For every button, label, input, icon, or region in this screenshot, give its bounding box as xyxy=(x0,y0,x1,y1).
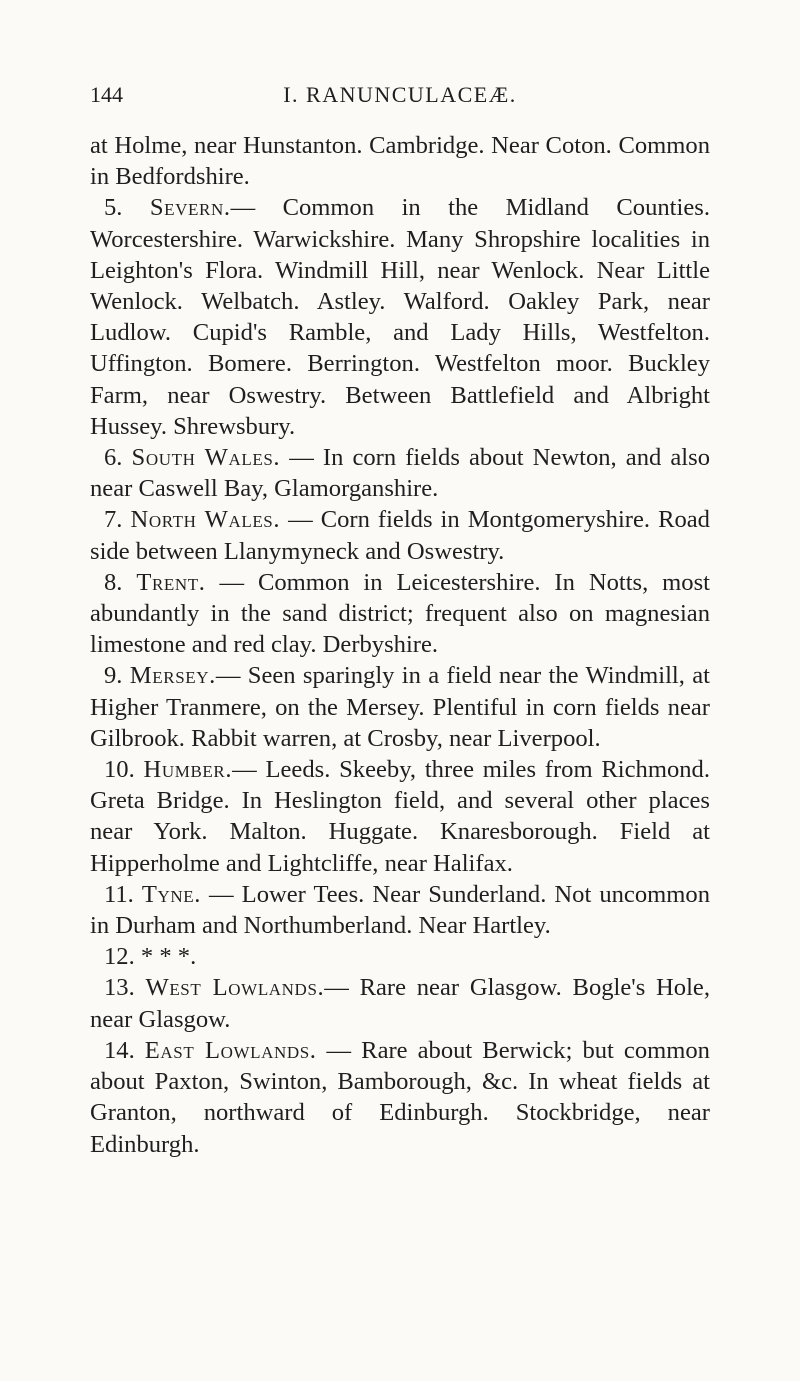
region-name: Humber. xyxy=(143,756,233,784)
paragraph-number: 10. xyxy=(104,756,135,784)
paragraph-number: 11. xyxy=(104,880,134,908)
page-number: 144 xyxy=(90,82,123,107)
region-name: Trent. xyxy=(136,568,206,596)
paragraph-humber xyxy=(90,754,710,879)
paragraph-number: 9. xyxy=(104,662,123,690)
paragraph-text: * * *. xyxy=(140,943,197,971)
region-name: Tyne. xyxy=(141,880,201,908)
paragraph-trent xyxy=(90,567,710,661)
paragraph-continuation xyxy=(90,130,710,192)
region-name: Severn. xyxy=(149,194,231,222)
paragraph-twelve xyxy=(90,941,710,972)
paragraph-text: — Common in Leicestershire. In Notts, most abundantly in the sand district; frequent also on magnesian limestone and red clay. Derbyshire. xyxy=(90,568,710,659)
paragraph-text: — Lower Tees. Near Sunderland. Not uncommon in Durham and Northumberland. Near Hartley. xyxy=(90,880,710,940)
paragraph-number: 12. xyxy=(104,943,135,971)
region-name: West Lowlands. xyxy=(145,974,325,1002)
page-body xyxy=(90,130,710,1160)
paragraph-south-wales xyxy=(90,442,710,504)
paragraph-number: 8. xyxy=(104,568,123,596)
paragraph-west-lowlands xyxy=(90,972,710,1034)
paragraph-tyne xyxy=(90,879,710,941)
paragraph-severn xyxy=(90,192,710,442)
paragraph-number: 6. xyxy=(104,444,123,472)
paragraph-north-wales xyxy=(90,504,710,566)
paragraph-number: 13. xyxy=(104,974,135,1002)
running-head: I. RANUNCULACEÆ. xyxy=(283,82,517,107)
region-name: East Lowlands. xyxy=(144,1036,317,1064)
paragraph-text: — Rare near Glasgow. Bogle's Hole, near Glasgow. xyxy=(90,974,710,1033)
paragraph-text: — In corn fields about Newton, and also near Caswell Bay, Glamorganshire. xyxy=(90,444,710,503)
paragraph-number: 7. xyxy=(104,506,123,534)
paragraph-text: at Holme, near Hunstanton. Cambridge. Near Coton. Common in Bedfordshire. xyxy=(90,132,710,191)
region-name: North Wales. xyxy=(130,506,281,534)
paragraph-mersey xyxy=(90,660,710,754)
paragraph-east-lowlands xyxy=(90,1035,710,1160)
region-name: Mersey. xyxy=(129,662,216,690)
paragraph-text: — Leeds. Skeeby, three miles from Richmond. Greta Bridge. In Heslington field, and several other places near York. Malton. Huggate. Knaresborough. Field at Hipperholme and Lightcliffe, near Halifax. xyxy=(90,756,710,877)
page-header xyxy=(90,80,710,110)
paragraph-text: — Common in the Midland Counties. Worcestershire. Warwickshire. Many Shropshire localities in Leighton's Flora. Windmill Hill, near Wenlock. Near Little Wenlock. Welbatch. Astley. Walford. Oakley Park, near Ludlow. Cupid's Ramble, and Lady Hills, Westfelton. Uffington. Bomere. Berrington. Westfelton moor. Buckley Farm, near Oswestry. Between Battlefield and Albright Hussey. Shrewsbury. xyxy=(90,194,710,440)
paragraph-number: 5. xyxy=(104,194,123,222)
paragraph-text: — Corn fields in Montgomeryshire. Road side between Llanymyneck and Oswestry. xyxy=(90,506,710,565)
region-name: South Wales. xyxy=(131,444,281,472)
paragraph-text: — Seen sparingly in a field near the Windmill, at Higher Tranmere, on the Mersey. Plentiful in corn fields near Gilbrook. Rabbit warren, at Crosby, near Liverpool. xyxy=(90,662,710,752)
paragraph-number: 14. xyxy=(104,1036,135,1064)
paragraph-text: — Rare about Berwick; but common about Paxton, Swinton, Bamborough, &c. In wheat fields at Granton, northward of Edinburgh. Stockbridge, near Edinburgh. xyxy=(90,1036,710,1158)
